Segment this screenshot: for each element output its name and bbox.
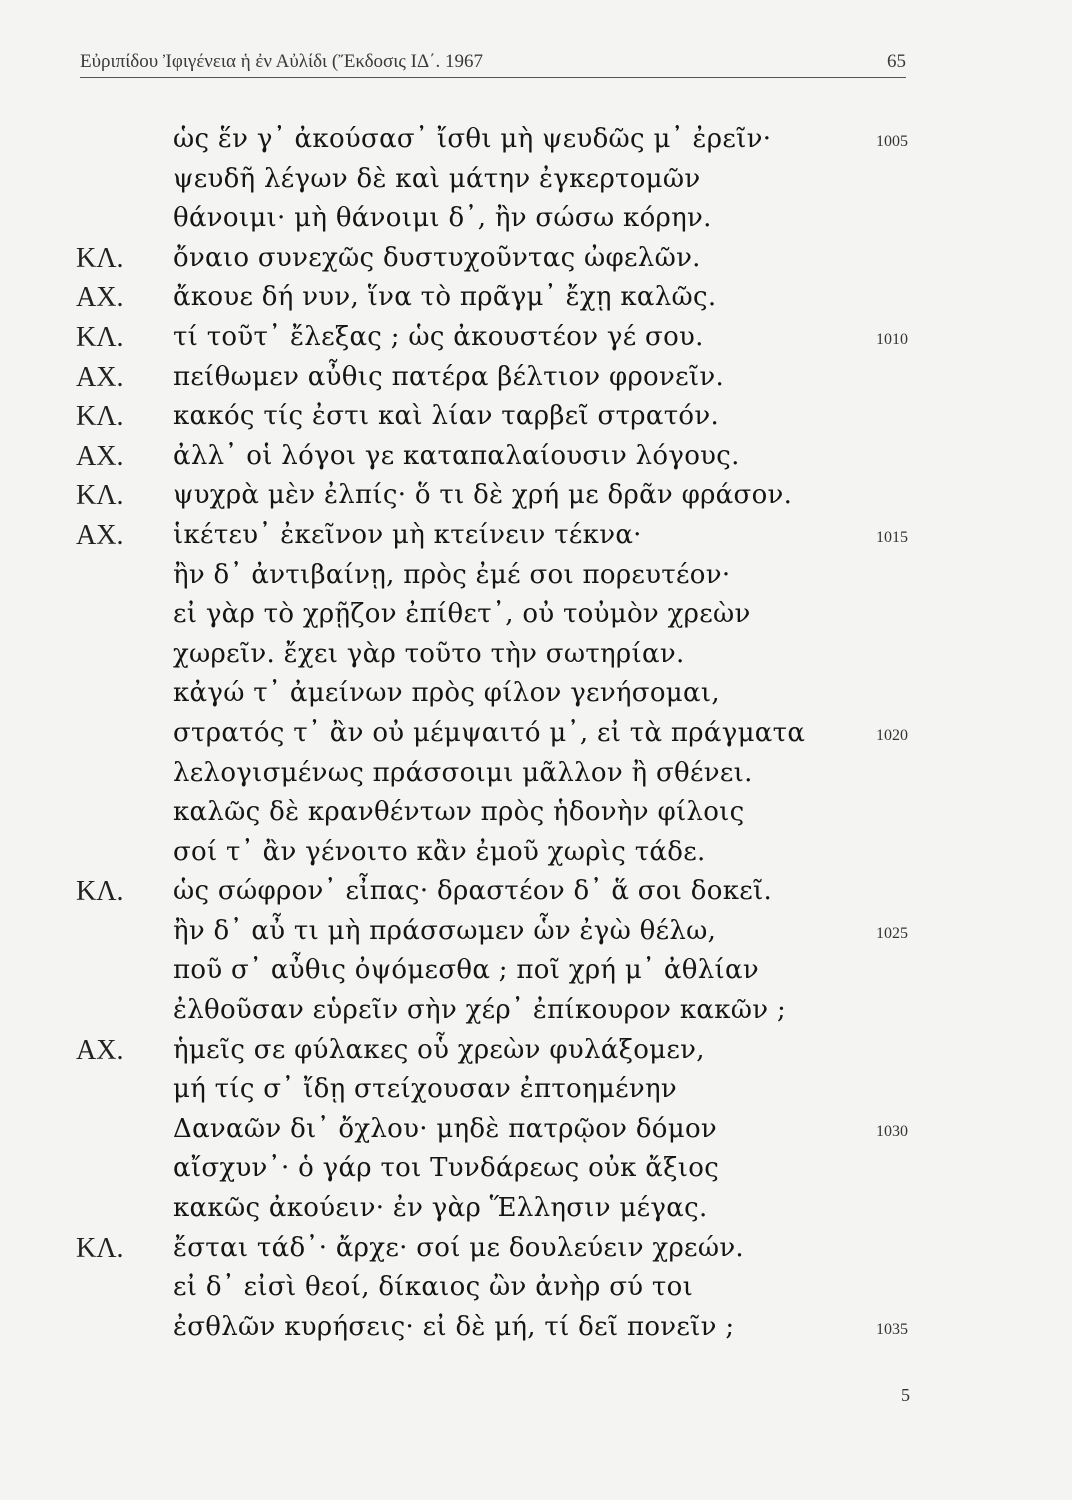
speaker-label: ΑΧ.	[76, 519, 124, 551]
signature-mark: 5	[901, 1385, 910, 1405]
verse-line-text: ἀλλ᾽ οἱ λόγοι γε καταπαλαίουσιν λόγους.	[173, 440, 740, 471]
page-number: 65	[887, 51, 906, 72]
line-number: 1020	[876, 726, 908, 744]
speaker-label: ΑΧ.	[76, 440, 124, 472]
speaker-label: ΑΧ.	[76, 1034, 124, 1066]
line-number: 1015	[876, 528, 908, 546]
line-number: 1005	[876, 133, 908, 150]
verse-line	[0, 674, 1072, 714]
verse-line	[0, 635, 1072, 675]
verse-line	[0, 160, 1072, 200]
verse-line	[0, 199, 1072, 239]
verse-line	[0, 278, 1072, 318]
verse-line	[0, 595, 1072, 635]
verse-line	[0, 951, 1072, 991]
verse-line-text: ἄκουε δή νυν, ἵνα τὸ πρᾶγμ᾽ ἔχῃ καλῶς.	[173, 282, 717, 313]
verse-line-text: ἢν δ᾽ αὖ τι μὴ πράσσωμεν ὧν ἐγὼ θέλω,	[173, 915, 717, 946]
speaker-label: ΑΧ.	[76, 361, 124, 393]
verse-line	[0, 437, 1072, 477]
verse-line-text: ποῦ σ᾽ αὖθις ὀψόμεσθα ; ποῖ χρή μ᾽ ἀθλίαν	[173, 955, 759, 986]
verse-line	[0, 397, 1072, 437]
line-number: 1030	[876, 1122, 908, 1140]
verse-line-text: εἰ γὰρ τὸ χρῇζον ἐπίθετ᾽, οὐ τοὐμὸν χρεὼν	[173, 599, 751, 630]
running-head	[80, 47, 906, 78]
verse-line	[0, 1070, 1072, 1110]
verse-line	[0, 120, 1072, 160]
line-number: 1025	[876, 924, 908, 942]
verse-line	[0, 833, 1072, 873]
speaker-label: ΚΛ.	[76, 242, 124, 274]
verse-line	[0, 754, 1072, 794]
verse-line-text: ἢν δ᾽ ἀντιβαίνῃ, πρὸς ἐμέ σοι πορευτέον·	[173, 559, 731, 590]
verse-line-text: κακῶς ἀκούειν· ἐν γὰρ Ἕλλησιν μέγας.	[173, 1193, 708, 1224]
verse-line-text: σοί τ᾽ ἂν γένοιτο κἂν ἐμοῦ χωρὶς τάδε.	[173, 836, 706, 867]
verse-line-text: ἡμεῖς σε φύλακες οὗ χρεὼν φυλάξομεν,	[173, 1034, 705, 1065]
verse-line	[0, 872, 1072, 912]
verse-text	[0, 120, 1072, 1347]
verse-line-text: εἰ δ᾽ εἰσὶ θεοί, δίκαιος ὢν ἀνὴρ σύ τοι	[173, 1272, 694, 1303]
verse-line	[0, 1308, 1072, 1348]
verse-line-text: μή τίς σ᾽ ἴδῃ στείχουσαν ἐπτοημένην	[173, 1074, 677, 1105]
verse-line-text: ἐσθλῶν κυρήσεις· εἰ δὲ μή, τί δεῖ πονεῖν ;	[173, 1311, 735, 1342]
verse-line	[0, 1268, 1072, 1308]
verse-line-text: λελογισμένως πράσσοιμι μᾶλλον ἢ σθένει.	[173, 757, 753, 788]
verse-line	[0, 1149, 1072, 1189]
verse-line-text: ἱκέτευ᾽ ἐκεῖνον μὴ κτείνειν τέκνα·	[173, 519, 642, 550]
verse-line	[0, 476, 1072, 516]
verse-line-text: κακός τίς ἐστι καὶ λίαν ταρβεῖ στρατόν.	[173, 401, 720, 432]
verse-line-text: αἴσχυν᾽· ὁ γάρ τοι Τυνδάρεως οὐκ ἄξιος	[173, 1153, 720, 1184]
line-number: 1035	[876, 1320, 908, 1338]
verse-line-text: πείθωμεν αὖθις πατέρα βέλτιον φρονεῖν.	[173, 361, 725, 392]
verse-line	[0, 1229, 1072, 1269]
verse-line-text: κἀγώ τ᾽ ἀμείνων πρὸς φίλον γενήσομαι,	[173, 678, 720, 709]
speaker-label: ΚΛ.	[76, 876, 124, 908]
speaker-label: ΚΛ.	[76, 401, 124, 433]
verse-line-text: χωρεῖν. ἔχει γὰρ τοῦτο τὴν σωτηρίαν.	[173, 638, 685, 669]
speaker-label: ΚΛ.	[76, 1232, 124, 1264]
verse-line-text: θάνοιμι· μὴ θάνοιμι δ᾽, ἢν σώσω κόρην.	[173, 203, 712, 234]
verse-line-text: τί τοῦτ᾽ ἔλεξας ; ὡς ἀκουστέον γέ σου.	[173, 321, 704, 352]
verse-line	[0, 714, 1072, 754]
verse-line	[0, 318, 1072, 358]
verse-line	[0, 239, 1072, 279]
verse-line	[0, 1031, 1072, 1071]
verse-line	[0, 1189, 1072, 1229]
verse-line	[0, 556, 1072, 596]
running-head-title: Εὐριπίδου Ἰφιγένεια ἡ ἐν Αὐλίδι (Ἔκδοσις ΙΔ΄. 1967	[80, 51, 484, 72]
verse-line-text: καλῶς δὲ κρανθέντων πρὸς ἡδονὴν φίλοις	[173, 797, 745, 828]
verse-line	[0, 358, 1072, 398]
speaker-label: ΚΛ.	[76, 480, 124, 512]
verse-line	[0, 1110, 1072, 1150]
verse-line-text: στρατός τ᾽ ἂν οὐ μέμψαιτό μ᾽, εἰ τὰ πράγματα	[173, 717, 806, 748]
speaker-label: ΚΛ.	[76, 321, 124, 353]
verse-line-text: ὄναιο συνεχῶς δυστυχοῦντας ὠφελῶν.	[173, 242, 701, 273]
verse-line-text: ἐλθοῦσαν εὑρεῖν σὴν χέρ᾽ ἐπίκουρον κακῶν ;	[173, 995, 787, 1026]
verse-line	[0, 516, 1072, 556]
verse-line-text: ὡς σώφρον᾽ εἶπας· δραστέον δ᾽ ἅ σοι δοκεῖ.	[173, 876, 773, 907]
verse-line-text: ὡς ἕν γ᾽ ἀκούσασ᾽ ἴσθι μὴ ψευδῶς μ᾽ ἐρεῖν·	[173, 124, 772, 154]
speaker-label: ΑΧ.	[76, 282, 124, 314]
verse-line	[0, 793, 1072, 833]
verse-line-text: ἔσται τάδ᾽· ἄρχε· σοί με δουλεύειν χρεών.	[173, 1232, 744, 1263]
verse-line-text: ψευδῆ λέγων δὲ καὶ μάτην ἐγκερτομῶν	[173, 163, 701, 194]
verse-line	[0, 912, 1072, 952]
line-number: 1010	[876, 330, 908, 348]
verse-line-text: ψυχρὰ μὲν ἐλπίς· ὅ τι δὲ χρή με δρᾶν φράσον.	[173, 480, 793, 511]
verse-line	[0, 991, 1072, 1031]
verse-line-text: Δαναῶν δι᾽ ὄχλου· μηδὲ πατρῷον δόμον	[173, 1113, 718, 1144]
